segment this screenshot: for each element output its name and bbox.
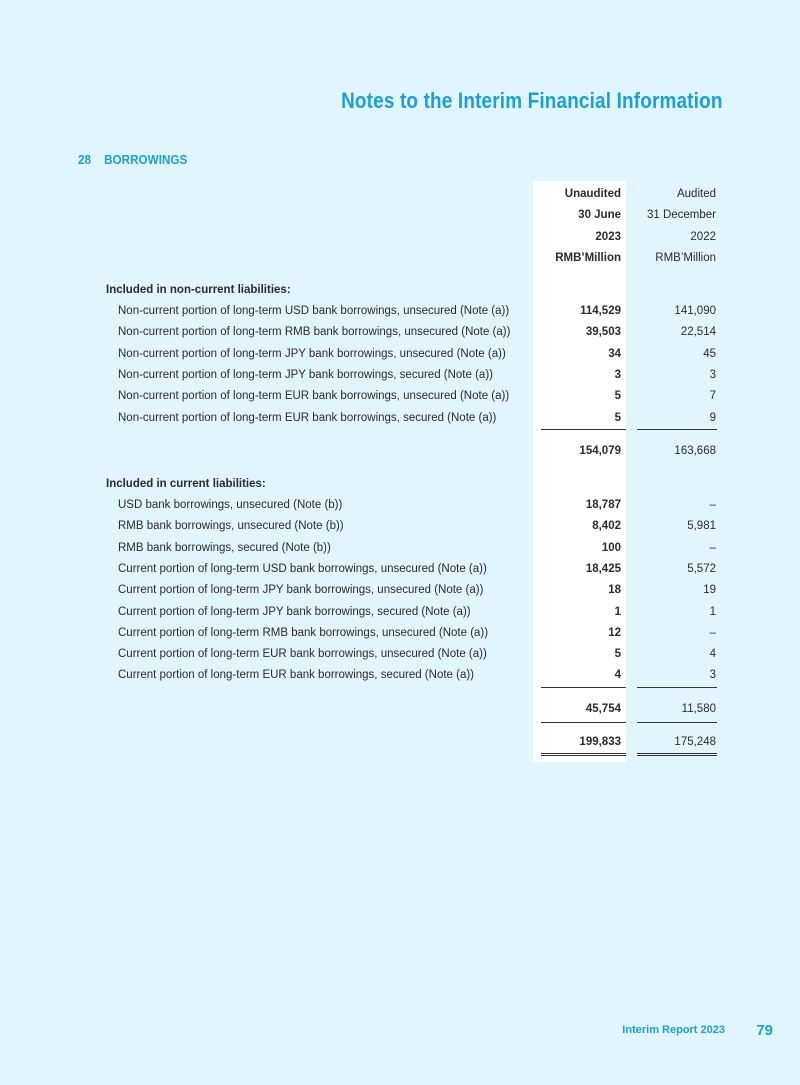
value-2023: 39,503 (585, 326, 621, 339)
value-2022: – (709, 626, 716, 639)
value-2022: 31 December (646, 209, 716, 222)
table-row (0, 322, 800, 342)
table-row (0, 644, 800, 664)
value-2023: 114,529 (580, 305, 621, 317)
value-2022: 141,090 (674, 305, 716, 317)
current-heading (0, 474, 800, 494)
column-header-row (0, 205, 800, 225)
total-top-rule-2022 (637, 722, 717, 723)
row-label: RMB bank borrowings, unsecured (Note (b)) (118, 520, 344, 533)
total-top-rule-2023 (541, 722, 626, 723)
value-2022: 5,572 (687, 562, 716, 575)
row-label: Non-current portion of long-term EUR bank borrowings, unsecured (Note (a)) (118, 390, 510, 403)
value-2022: 3 (709, 669, 716, 682)
value-2022: 45 (703, 347, 716, 360)
table-row (0, 665, 800, 685)
value-2023: 199,833 (579, 736, 621, 748)
value-2022: 2022 (690, 230, 716, 243)
current-rule-2022 (637, 687, 717, 688)
value-2022: 11,580 (681, 703, 716, 715)
table-row (0, 538, 800, 558)
value-2022: 1 (709, 605, 716, 618)
value-2022: 22,514 (680, 326, 716, 339)
total-double-rule-2022 (637, 753, 717, 756)
table-row (0, 580, 800, 600)
section-title: BORROWINGS (104, 152, 188, 167)
section-heading (78, 152, 187, 167)
row-label: Current portion of long-term JPY bank borrowings, unsecured (Note (a)) (118, 584, 484, 597)
value-2022: 9 (709, 411, 716, 424)
value-2023: 5 (614, 390, 621, 403)
value-2023: RMB’Million (555, 251, 621, 264)
value-2023: 154,079 (579, 445, 621, 457)
value-2022: 19 (703, 584, 716, 597)
table-row (0, 495, 800, 515)
noncurrent-rule-2022 (637, 429, 717, 430)
value-2023: 3 (614, 368, 621, 381)
value-2023: 18,425 (585, 562, 621, 575)
value-2022: 3 (709, 368, 716, 381)
section-number: 28 (78, 152, 92, 167)
value-2023: 18 (608, 584, 621, 597)
noncurrent-subtotal-row (0, 441, 800, 461)
value-2022: 7 (709, 390, 716, 403)
value-2022: 5,981 (687, 520, 716, 533)
value-2023: 8,402 (592, 520, 621, 533)
value-2023: 34 (608, 347, 621, 360)
value-2023: Unaudited (564, 188, 621, 200)
row-label: Current portion of long-term EUR bank borrowings, secured (Note (a)) (118, 669, 475, 682)
current-subtotal-row (0, 699, 800, 719)
table-row (0, 559, 800, 579)
row-label: Included in current liabilities: (106, 478, 266, 490)
row-label: Current portion of long-term USD bank borrowings, unsecured (Note (a)) (118, 562, 487, 575)
row-label: Current portion of long-term EUR bank borrowings, unsecured (Note (a)) (118, 648, 487, 661)
row-label: Included in non-current liabilities: (106, 284, 291, 296)
footer-page-number: 79 (756, 1022, 773, 1039)
row-label: Non-current portion of long-term USD bank borrowings, unsecured (Note (a)) (118, 305, 510, 317)
current-rule-2023 (541, 687, 626, 688)
value-2022: RMB’Million (655, 251, 716, 264)
value-2023: 100 (601, 541, 621, 554)
row-label: RMB bank borrowings, secured (Note (b)) (118, 541, 331, 554)
value-2023: 4 (614, 669, 621, 682)
value-2022: 163,668 (674, 445, 716, 457)
footer-report-name: Interim Report 2023 (622, 1024, 725, 1036)
row-label: Non-current portion of long-term JPY bank borrowings, unsecured (Note (a)) (118, 347, 506, 360)
value-2022: – (709, 499, 716, 511)
value-2022: – (709, 541, 716, 554)
row-label: Non-current portion of long-term RMB bank borrowings, unsecured (Note (a)) (118, 326, 511, 339)
value-2023: 18,787 (585, 499, 621, 511)
value-2022: Audited (676, 188, 716, 200)
value-2023: 5 (614, 411, 621, 424)
column-header-row (0, 248, 800, 268)
row-label: USD bank borrowings, unsecured (Note (b)) (118, 499, 343, 511)
table-row (0, 301, 800, 321)
page-title: Notes to the Interim Financial Information (341, 88, 723, 113)
table-row (0, 365, 800, 385)
row-label: Current portion of long-term RMB bank borrowings, unsecured (Note (a)) (118, 626, 489, 639)
value-2023: 1 (614, 605, 621, 618)
column-header-row (0, 184, 800, 204)
total-double-rule-2023 (541, 753, 626, 756)
value-2022: 175,248 (674, 736, 716, 748)
column-header-row (0, 227, 800, 247)
value-2023: 12 (608, 626, 621, 639)
total-row (0, 732, 800, 752)
row-label: Non-current portion of long-term EUR bank borrowings, secured (Note (a)) (118, 411, 497, 424)
value-2023: 30 June (578, 209, 621, 222)
table-row (0, 344, 800, 364)
noncurrent-rule-2023 (541, 429, 626, 430)
row-label: Current portion of long-term JPY bank borrowings, secured (Note (a)) (118, 605, 471, 618)
table-row (0, 408, 800, 428)
row-label: Non-current portion of long-term JPY bank borrowings, secured (Note (a)) (118, 368, 493, 381)
value-2023: 45,754 (585, 703, 621, 715)
table-row (0, 516, 800, 536)
table-row (0, 623, 800, 643)
value-2022: 4 (709, 648, 716, 661)
noncurrent-heading (0, 280, 800, 300)
table-row (0, 386, 800, 406)
value-2023: 2023 (595, 230, 621, 243)
table-row (0, 602, 800, 622)
value-2023: 5 (614, 648, 621, 661)
